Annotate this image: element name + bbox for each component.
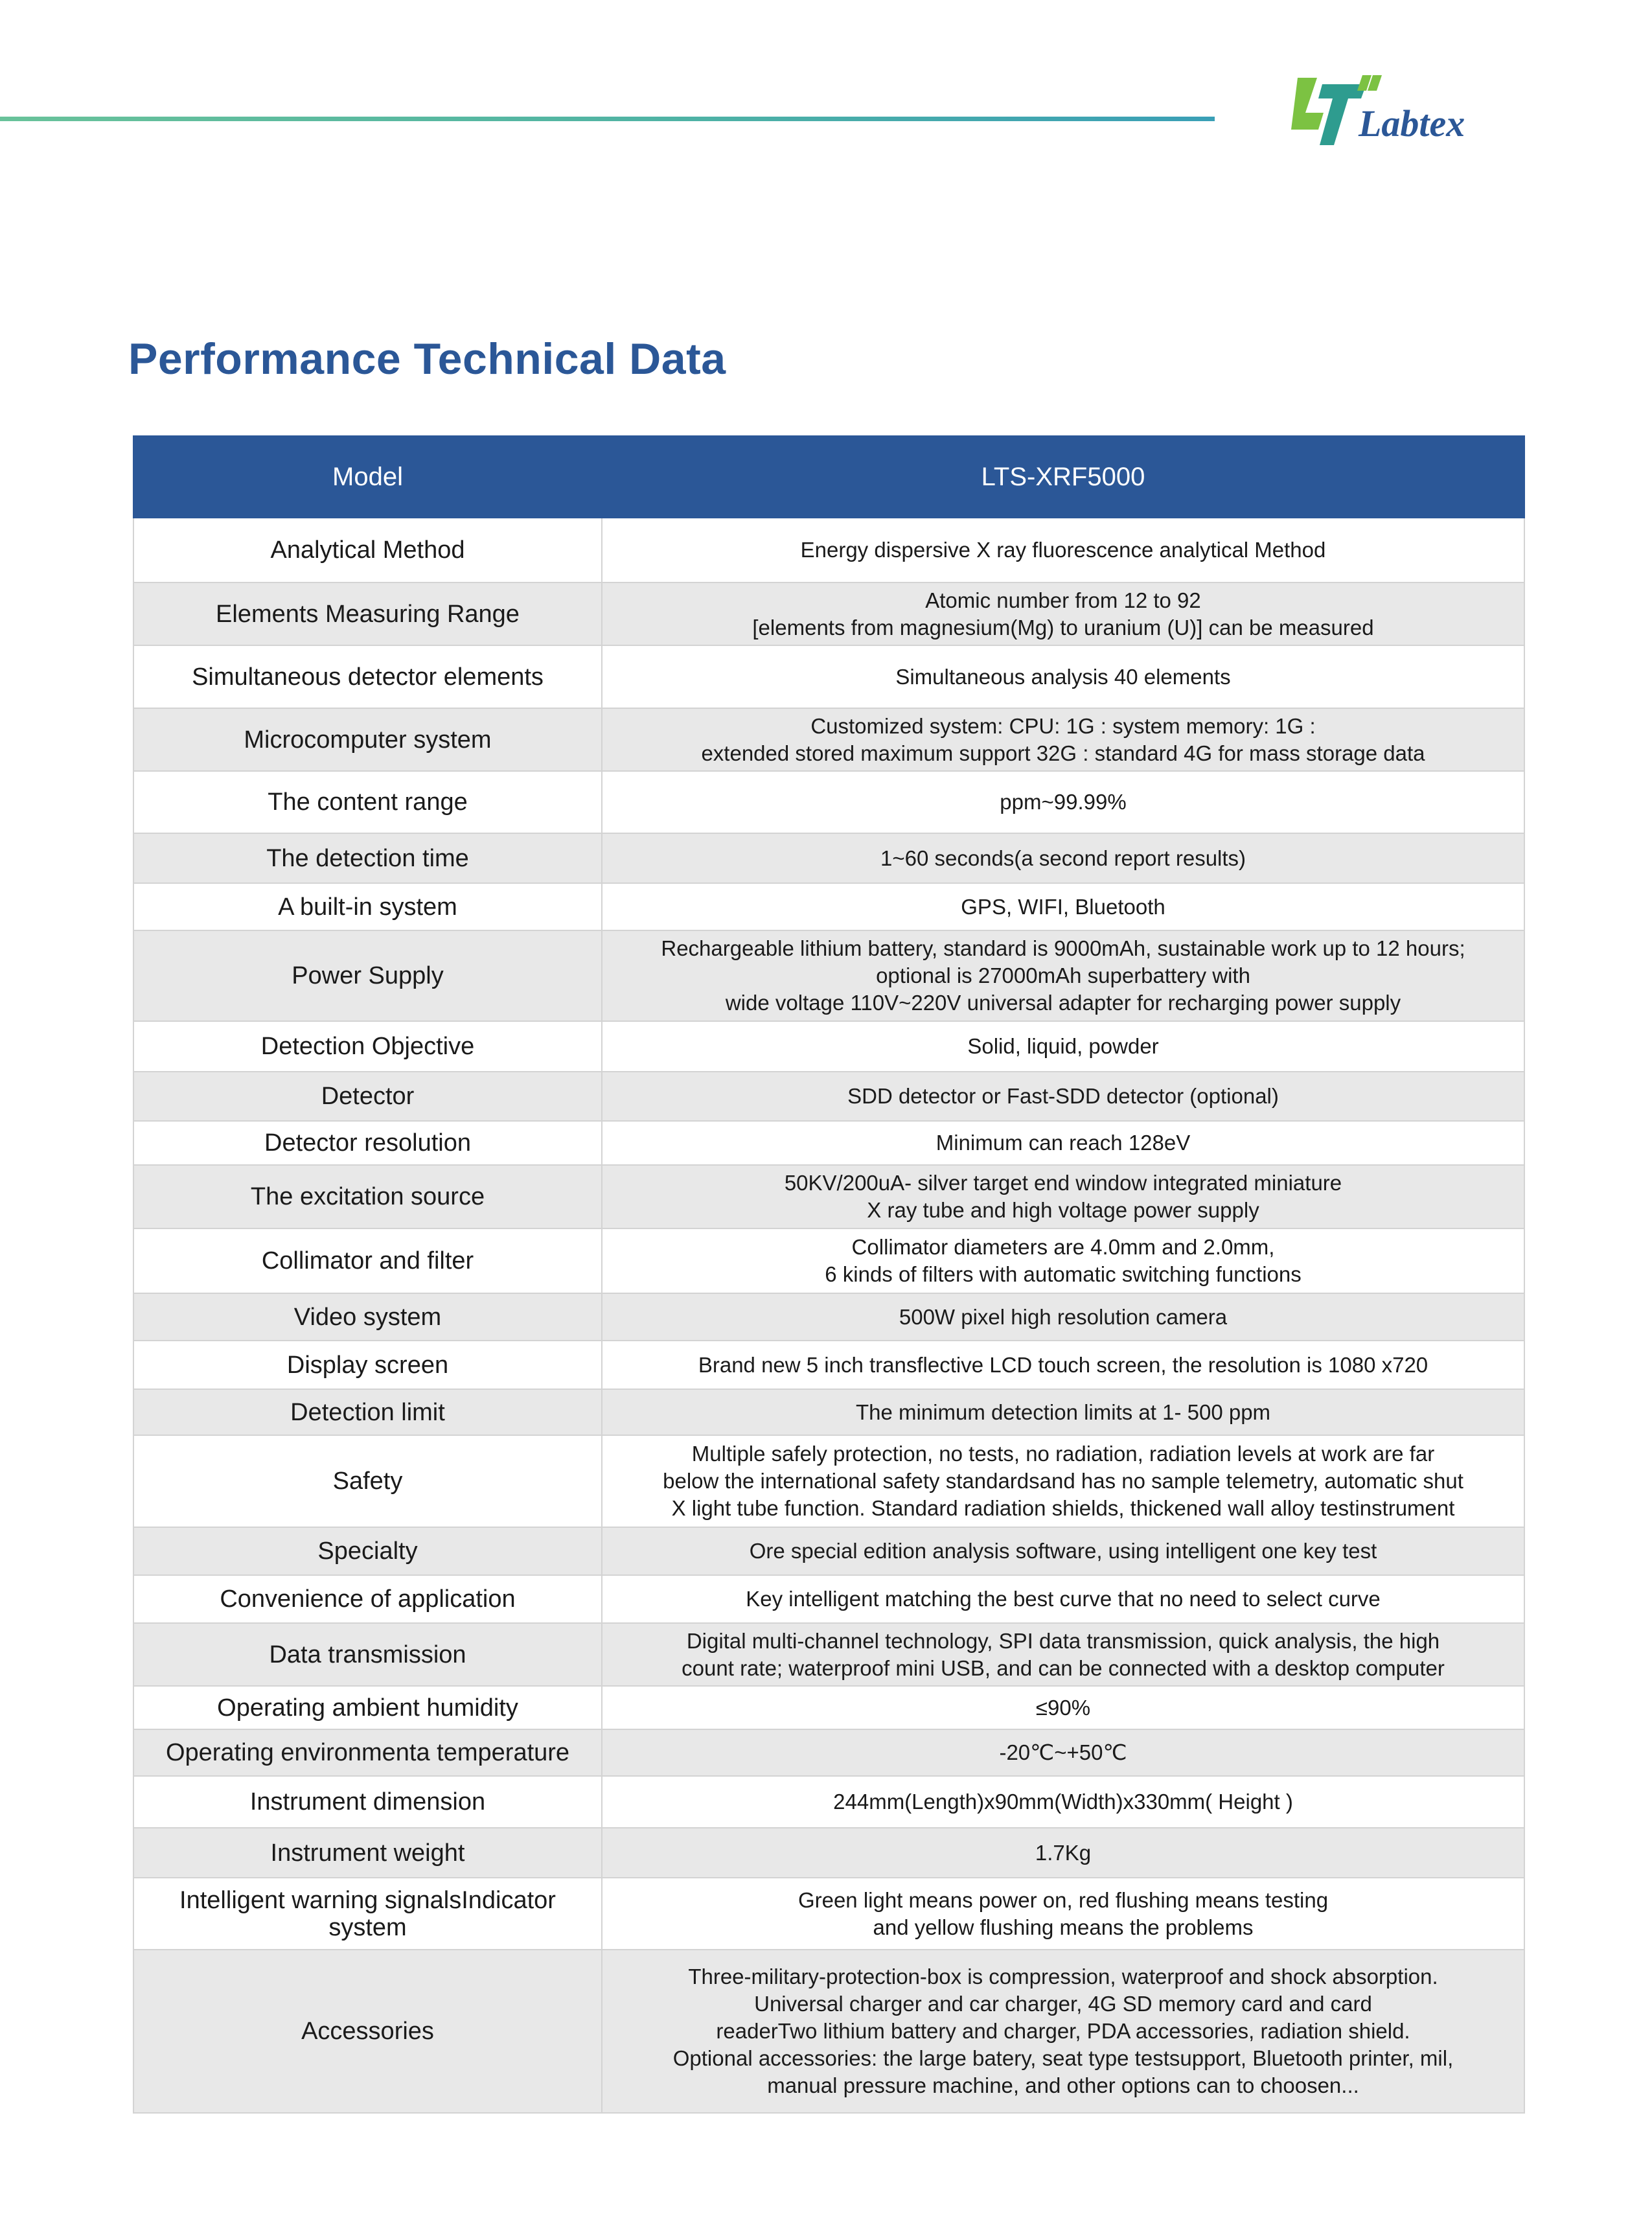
table-row <box>133 1828 1524 1878</box>
table-row <box>133 1575 1524 1623</box>
spec-label: Display screen <box>133 1341 602 1389</box>
spec-label: Simultaneous detector elements <box>133 645 602 708</box>
spec-value: 50KV/200uA- silver target end window integrated miniature X ray tube and high voltage power supply <box>602 1165 1524 1228</box>
spec-value: Digital multi-channel technology, SPI data transmission, quick analysis, the high count rate; waterproof mini USB, and can be connected with a desktop computer <box>602 1623 1524 1686</box>
spec-label: Power Supply <box>133 930 602 1021</box>
spec-value: Atomic number from 12 to 92 [elements from magnesium(Mg) to uranium (U)] can be measured <box>602 582 1524 645</box>
spec-label: Instrument dimension <box>133 1776 602 1828</box>
spec-value: 1.7Kg <box>602 1828 1524 1878</box>
table-row <box>133 708 1524 771</box>
table-row <box>133 1072 1524 1121</box>
header-label-cell: Model <box>133 436 602 518</box>
labtex-logo <box>1286 73 1526 163</box>
spec-label: The content range <box>133 771 602 833</box>
spec-value: Solid, liquid, powder <box>602 1021 1524 1072</box>
spec-label: Detector <box>133 1072 602 1121</box>
table-row <box>133 1686 1524 1729</box>
spec-value: Collimator diameters are 4.0mm and 2.0mm, 6 kinds of filters with automatic switching functions <box>602 1228 1524 1293</box>
spec-label: Data transmission <box>133 1623 602 1686</box>
table-row <box>133 1121 1524 1165</box>
spec-value: Key intelligent matching the best curve that no need to select curve <box>602 1575 1524 1623</box>
table-row <box>133 1623 1524 1686</box>
spec-label: Collimator and filter <box>133 1228 602 1293</box>
spec-label: Video system <box>133 1293 602 1341</box>
table-row <box>133 833 1524 883</box>
logo-wordmark: Labtex <box>1359 102 1465 144</box>
table-row <box>133 645 1524 708</box>
spec-value: Green light means power on, red flushing means testing and yellow flushing means the problems <box>602 1878 1524 1950</box>
spec-value: SDD detector or Fast-SDD detector (optional) <box>602 1072 1524 1121</box>
table-header-row <box>133 436 1524 518</box>
spec-label: Instrument weight <box>133 1828 602 1878</box>
spec-value: 500W pixel high resolution camera <box>602 1293 1524 1341</box>
spec-label: Elements Measuring Range <box>133 582 602 645</box>
spec-value: -20℃~+50℃ <box>602 1729 1524 1776</box>
table-row <box>133 1950 1524 2113</box>
spec-label: The detection time <box>133 833 602 883</box>
table-row <box>133 1341 1524 1389</box>
table-row <box>133 1293 1524 1341</box>
spec-label: Convenience of application <box>133 1575 602 1623</box>
spec-value: Three-military-protection-box is compression, waterproof and shock absorption. Universal charger and car charger, 4G SD memory card and card readerTwo lithium battery and charger, PDA accessories, radiation shield. Optional accessories: the large batery, seat type testsupport, Bluetooth printer, mil, manual pressure machine, and other options can to choosen... <box>602 1950 1524 2113</box>
spec-label: Detector resolution <box>133 1121 602 1165</box>
spec-label: Analytical Method <box>133 518 602 582</box>
table-row <box>133 883 1524 930</box>
table-row <box>133 1878 1524 1950</box>
spec-value: 244mm(Length)x90mm(Width)x330mm( Height ) <box>602 1776 1524 1828</box>
spec-value: ppm~99.99% <box>602 771 1524 833</box>
spec-label: Intelligent warning signalsIndicator system <box>133 1878 602 1950</box>
spec-label: Detection Objective <box>133 1021 602 1072</box>
spec-value: Rechargeable lithium battery, standard is 9000mAh, sustainable work up to 12 hours; optional is 27000mAh superbattery with wide voltage 110V~220V universal adapter for recharging power supply <box>602 930 1524 1021</box>
table-row <box>133 1729 1524 1776</box>
spec-label: Safety <box>133 1435 602 1527</box>
spec-label: Detection limit <box>133 1389 602 1435</box>
spec-value: Ore special edition analysis software, using intelligent one key test <box>602 1527 1524 1575</box>
table-row <box>133 1228 1524 1293</box>
table-row <box>133 1165 1524 1228</box>
table-row <box>133 582 1524 645</box>
spec-label: The excitation source <box>133 1165 602 1228</box>
spec-label: Specialty <box>133 1527 602 1575</box>
technical-data-table <box>133 435 1525 2114</box>
spec-label: Microcomputer system <box>133 708 602 771</box>
table-row <box>133 771 1524 833</box>
table-row <box>133 518 1524 582</box>
spec-value: Customized system: CPU: 1G : system memory: 1G : extended stored maximum support 32G : standard 4G for mass storage data <box>602 708 1524 771</box>
spec-label: Operating ambient humidity <box>133 1686 602 1729</box>
page-title: Performance Technical Data <box>128 334 726 384</box>
table-row <box>133 1021 1524 1072</box>
spec-value: Energy dispersive X ray fluorescence analytical Method <box>602 518 1524 582</box>
header-divider-line <box>0 117 1215 121</box>
spec-value: Minimum can reach 128eV <box>602 1121 1524 1165</box>
spec-label: Operating environmenta temperature <box>133 1729 602 1776</box>
spec-value: GPS, WIFI, Bluetooth <box>602 883 1524 930</box>
spec-value: The minimum detection limits at 1- 500 ppm <box>602 1389 1524 1435</box>
spec-value: 1~60 seconds(a second report results) <box>602 833 1524 883</box>
table-row <box>133 1527 1524 1575</box>
spec-value: Simultaneous analysis 40 elements <box>602 645 1524 708</box>
table-row <box>133 930 1524 1021</box>
spec-value: Brand new 5 inch transflective LCD touch screen, the resolution is 1080 x720 <box>602 1341 1524 1389</box>
table-row <box>133 1435 1524 1527</box>
spec-value: Multiple safely protection, no tests, no radiation, radiation levels at work are far below the international safety standardsand has no sample telemetry, automatic shut X light tube function. Standard radiation shields, thickened wall alloy testinstrument <box>602 1435 1524 1527</box>
table-row <box>133 1776 1524 1828</box>
table-row <box>133 1389 1524 1435</box>
spec-label: Accessories <box>133 1950 602 2113</box>
spec-label: A built-in system <box>133 883 602 930</box>
header-model-cell: LTS-XRF5000 <box>602 436 1524 518</box>
spec-value: ≤90% <box>602 1686 1524 1729</box>
